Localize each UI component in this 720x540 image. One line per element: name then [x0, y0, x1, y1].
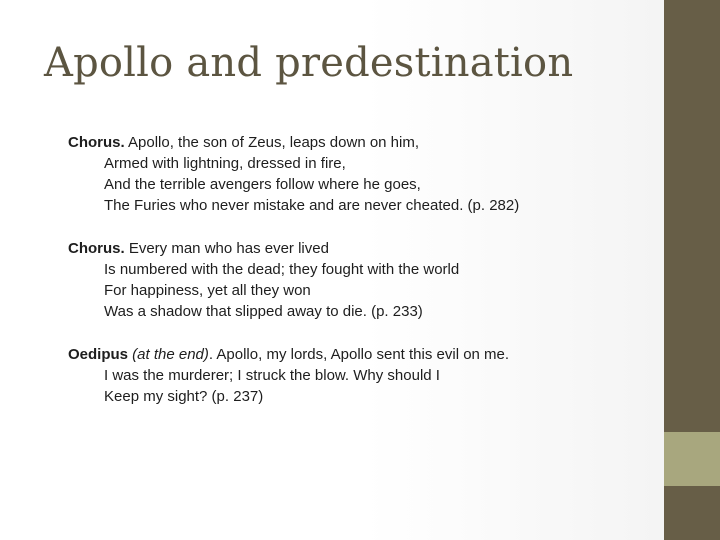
quote-line: Is numbered with the dead; they fought with the world [104, 261, 460, 278]
quote-line: Armed with lightning, dressed in fire, [104, 155, 346, 172]
quote-line: The Furies who never mistake and are never cheated. (p. 282) [104, 197, 520, 214]
speaker-label: Oedipus [68, 346, 129, 363]
quote-first-line [68, 238, 648, 259]
quote-block-2 [68, 238, 648, 322]
stage-direction: (at the end) [128, 346, 209, 363]
quote-line: Keep my sight? (p. 237) [104, 388, 264, 405]
speaker-label: Chorus. [68, 134, 125, 151]
quote-line: For happiness, yet all they won [104, 282, 311, 299]
slide-body [68, 132, 648, 429]
quote-line: And the terrible avengers follow where he goes, [104, 176, 421, 193]
quote-text: Apollo, the son of Zeus, leaps down on him, [124, 134, 420, 151]
quote-first-line [68, 344, 648, 365]
quote-first-line [68, 132, 648, 153]
quote-block-1 [68, 132, 648, 216]
quote-text: Every man who has ever lived [124, 240, 329, 257]
slide-title: Apollo and predestination [44, 40, 574, 86]
quote-text: . Apollo, my lords, Apollo sent this evil on me. [208, 346, 510, 363]
speaker-label: Chorus. [68, 240, 125, 257]
quote-line: I was the murderer; I struck the blow. Why should I [104, 367, 440, 384]
decorative-side-accent [664, 432, 720, 486]
quote-block-3 [68, 344, 648, 407]
quote-line: Was a shadow that slipped away to die. (p. 233) [104, 303, 423, 320]
